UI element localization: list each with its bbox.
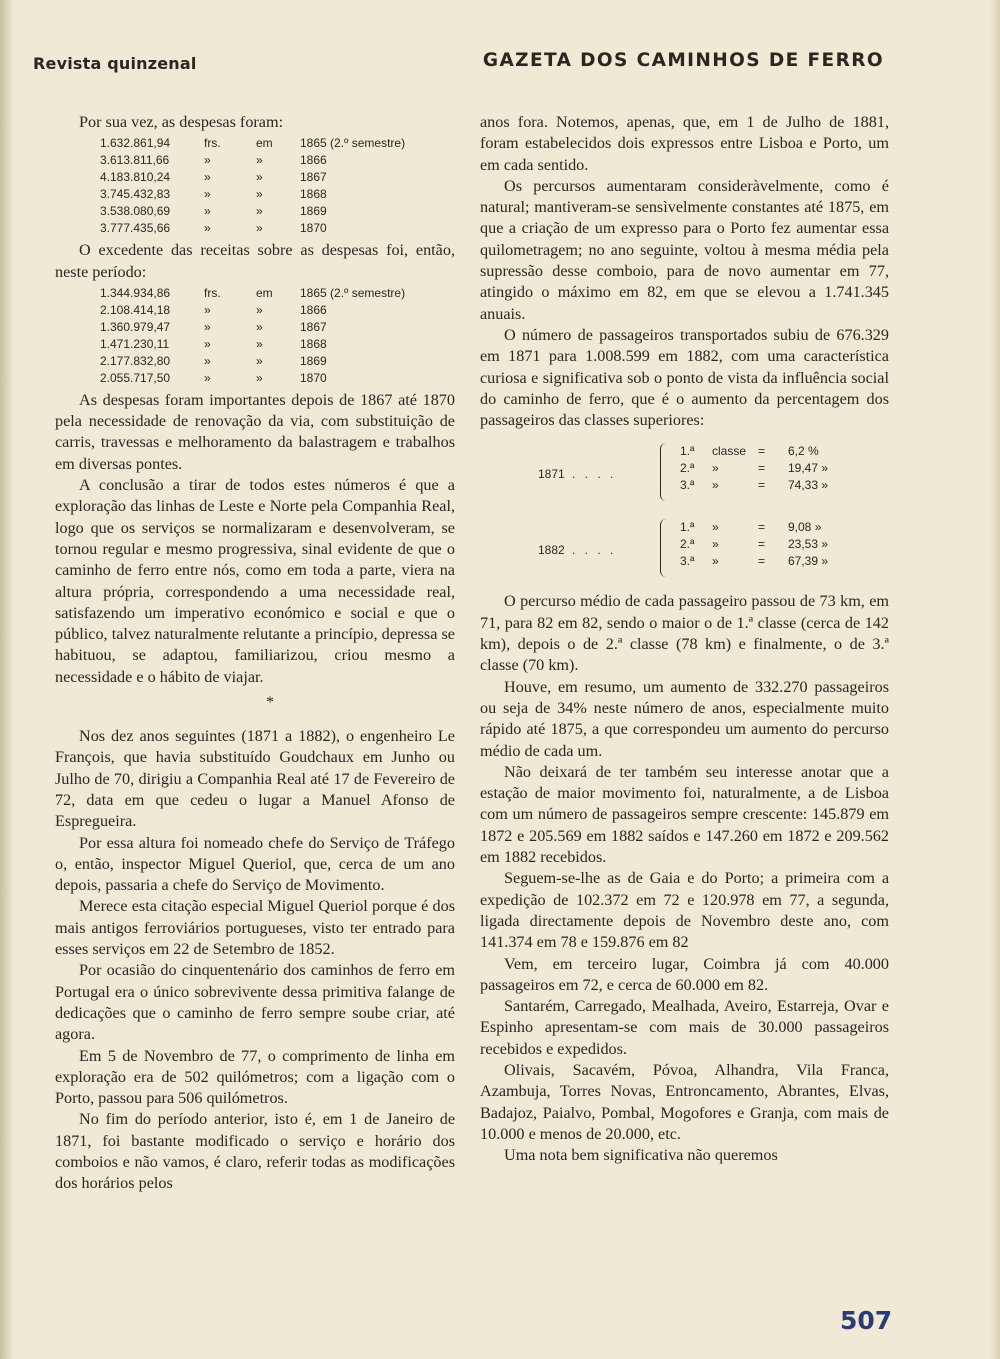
unit-cell: frs. bbox=[204, 285, 221, 300]
equals-sign: = bbox=[758, 537, 766, 552]
class-row bbox=[680, 536, 840, 553]
class-label: » bbox=[712, 478, 719, 493]
paragraph: Não deixará de ter também seu interesse anotar que a estação de maior movimento foi, naturalmente, a de Lisboa com um número de passageiros sempre crescente: 145.879 em 1872 e 205.569 em 1882 saídos e 147.260 em 1872 e 209.562 em 1882 recebidos. bbox=[480, 762, 889, 867]
em-cell: » bbox=[256, 302, 263, 317]
leader-dots: . . . . bbox=[572, 543, 617, 558]
unit-cell: » bbox=[204, 153, 211, 168]
year-cell: 1868 bbox=[300, 336, 327, 351]
table-row bbox=[100, 370, 405, 387]
unit-cell: » bbox=[204, 170, 211, 185]
class-label: » bbox=[712, 554, 719, 569]
class-name: 2.ª bbox=[680, 461, 695, 476]
page-number: 507 bbox=[840, 1306, 893, 1335]
class-row bbox=[680, 553, 840, 570]
year-cell: 1865 (2.º semestre) bbox=[300, 136, 406, 151]
paragraph: Seguem-se-lhe as de Gaia e do Porto; a primeira com a expedição de 102.372 em 72 e 120.978 em 77, a segunda, ligada directamente depois de Novembro deste ano, com 141.374 em 78 e 159.876 em 82 bbox=[480, 869, 889, 952]
amount-cell: 1.632.861,94 bbox=[100, 136, 171, 151]
table-row bbox=[100, 302, 405, 319]
class-name: 3.ª bbox=[680, 554, 695, 569]
paragraph: Merece esta citação especial Miguel Queriol porque é dos mais antigos ferroviários portugueses, visto ter entrado para esses serviços em 22 de Setembro de 1852. bbox=[55, 897, 455, 959]
excedente-intro: O excedente das receitas sobre as despesas foi, então, neste período: bbox=[55, 241, 455, 281]
class-name: 2.ª bbox=[680, 537, 695, 552]
amount-cell: 3.613.811,66 bbox=[100, 153, 170, 168]
leader-dots: . . . . bbox=[572, 467, 617, 482]
running-header-right: GAZETA DOS CAMINHOS DE FERRO bbox=[482, 50, 884, 71]
class-row bbox=[680, 443, 840, 460]
year-cell: 1867 bbox=[300, 319, 327, 334]
paragraph: Vem, em terceiro lugar, Coimbra já com 40.000 passageiros em 72, e cerca de 60.000 em 82. bbox=[480, 954, 889, 994]
paragraph: Santarém, Carregado, Mealhada, Aveiro, Estarreja, Ovar e Espinho apresentam-se com mais de 30.000 passageiros recebidos e expedidos. bbox=[480, 997, 889, 1058]
paragraph: O percurso médio de cada passageiro passou de 73 km, em 71, para 82 em 82, sendo o maior o de 1.ª classe (cerca de 142 km), depois o de 2.ª classe (78 km) e finalmente, o de 3.ª classe (70 km). bbox=[480, 592, 889, 675]
class-row bbox=[680, 477, 840, 494]
table-row bbox=[100, 169, 405, 186]
amount-cell: 3.745.432,83 bbox=[100, 187, 171, 202]
table-row bbox=[100, 220, 405, 237]
page-edge-left bbox=[0, 0, 14, 1359]
running-header-left: Revista quinzenal bbox=[33, 54, 197, 73]
em-cell: » bbox=[256, 319, 263, 334]
unit-cell: frs. bbox=[204, 136, 221, 151]
class-label: classe bbox=[712, 444, 747, 459]
em-cell: » bbox=[256, 221, 263, 236]
em-cell: » bbox=[256, 204, 263, 219]
class-label: » bbox=[712, 520, 719, 535]
class-percentages-1871 bbox=[480, 443, 889, 507]
table-row bbox=[100, 203, 405, 220]
unit-cell: » bbox=[204, 370, 211, 385]
class-name: 1.ª bbox=[680, 520, 695, 535]
paragraph: Olivais, Sacavém, Póvoa, Alhandra, Vila Franca, Azambuja, Torres Novas, Entroncamento, Abrantes, Elvas, Badajoz, Paialvo, Pombal, Mogofores e Granja, com mais de 10.000 e menos de 20.000, etc. bbox=[480, 1060, 889, 1143]
amount-cell: 2.177.832,80 bbox=[100, 353, 171, 368]
class-name: 3.ª bbox=[680, 478, 695, 493]
unit-cell: » bbox=[204, 302, 211, 317]
class-percentages-1882 bbox=[480, 519, 889, 583]
paragraph: Houve, em resumo, um aumento de 332.270 passageiros ou seja de 34% neste número de anos, especialmente muito rápido até 1875, a que correspondeu um aumento do percurso médio de cada um. bbox=[480, 677, 889, 760]
year-cell: 1869 bbox=[300, 353, 327, 368]
em-cell: » bbox=[256, 187, 263, 202]
unit-cell: » bbox=[204, 353, 211, 368]
em-cell: » bbox=[256, 153, 263, 168]
class-label: » bbox=[712, 461, 719, 476]
paragraph: Por ocasião do cinquentenário dos caminhos de ferro em Portugal era o único sobrevivente dessa primitiva falange de dedicações que o caminho de ferro sempre soube criar, até agora. bbox=[55, 961, 455, 1044]
paragraph: Por essa altura foi nomeado chefe do Serviço de Tráfego o, então, inspector Miguel Queriol, que, cerca de um ano depois, passaria a chefe do Serviço de Movimento. bbox=[55, 833, 455, 895]
paragraph: anos fora. Notemos, apenas, que, em 1 de Julho de 1881, foram estabelecidos dois expressos entre Lisboa e Porto, um em cada sentido. bbox=[480, 113, 889, 174]
unit-cell: » bbox=[204, 221, 211, 236]
paragraph: No fim do período anterior, isto é, em 1 de Janeiro de 1871, foi bastante modificado o serviço e horário dos comboios e não vamos, é claro, referir todas as modificações dos horários pelos bbox=[55, 1110, 455, 1193]
paragraph: O número de passageiros transportados subiu de 676.329 em 1871 para 1.008.599 em 1882, com uma característica curiosa e significativa sob o ponto de vista da influência social do caminho de ferro, que é o aumento da percentagem dos passageiros das classes superiores: bbox=[480, 325, 889, 430]
year-cell: 1865 (2.º semestre) bbox=[300, 285, 406, 300]
class-label: » bbox=[712, 537, 719, 552]
amount-cell: 3.777.435,66 bbox=[100, 221, 171, 236]
year-cell: 1867 bbox=[300, 170, 327, 185]
left-brace bbox=[660, 443, 667, 501]
table-row bbox=[100, 353, 405, 370]
year-cell: 1866 bbox=[300, 153, 327, 168]
paragraph: Em 5 de Novembro de 77, o comprimento de linha em exploração era de 502 quilómetros; com a ligação com o Porto, passou para 506 quilómetros. bbox=[55, 1046, 455, 1108]
equals-sign: = bbox=[758, 444, 766, 459]
percent-value: 23,53 » bbox=[788, 537, 829, 552]
table-row bbox=[100, 186, 405, 203]
percent-value: 67,39 » bbox=[788, 554, 829, 569]
percent-value: 74,33 » bbox=[788, 478, 829, 493]
table-row bbox=[100, 319, 405, 336]
unit-cell: » bbox=[204, 187, 211, 202]
amount-cell: 1.360.979,47 bbox=[100, 319, 171, 334]
year-cell: 1870 bbox=[300, 370, 327, 385]
equals-sign: = bbox=[758, 461, 766, 476]
em-cell: » bbox=[256, 170, 263, 185]
left-column bbox=[55, 112, 455, 1195]
unit-cell: » bbox=[204, 336, 211, 351]
right-column bbox=[480, 112, 889, 1166]
table-row bbox=[100, 336, 405, 353]
year-cell: 1870 bbox=[300, 221, 327, 236]
despesas-table bbox=[100, 135, 405, 237]
table-row bbox=[100, 285, 405, 302]
paragraph: Uma nota bem significativa não queremos bbox=[504, 1146, 778, 1165]
page-edge-right bbox=[990, 0, 1000, 1359]
percent-value: 9,08 » bbox=[788, 520, 822, 535]
year-label: 1882 bbox=[538, 543, 565, 558]
paragraph: As despesas foram importantes depois de 1867 até 1870 pela necessidade de renovação da via, com substituição de carris, travessas e melhoramento da balastragem e trabalhos em diversas pontes. bbox=[55, 390, 455, 473]
despesas-intro: Por sua vez, as despesas foram: bbox=[79, 113, 284, 131]
table-row bbox=[100, 135, 405, 152]
amount-cell: 3.538.080,69 bbox=[100, 204, 171, 219]
em-cell: em bbox=[256, 285, 273, 300]
year-cell: 1866 bbox=[300, 302, 327, 317]
equals-sign: = bbox=[758, 520, 766, 535]
year-cell: 1868 bbox=[300, 187, 327, 202]
amount-cell: 4.183.810,24 bbox=[100, 170, 171, 185]
amount-cell: 1.344.934,86 bbox=[100, 285, 171, 300]
paragraph: Nos dez anos seguintes (1871 a 1882), o engenheiro Le François, que havia substituído Goudchaux em Junho ou Julho de 70, dirigiu a Companhia Real até 17 de Fevereiro de 72, data em que cedeu o lugar a Manuel Afonso de Espregueira. bbox=[55, 727, 455, 831]
paragraph: A conclusão a tirar de todos estes números é que a exploração das linhas de Leste e Norte pela Companhia Real, logo que os serviços se normalizaram e desenvolveram, se tornou regular e mesmo progressiva, sinal evidente de que o caminho de ferro entre nós, como em toda a parte, viera na altura própria, correspondendo a uma necessidade real, satisfazendo um imperativo económico e social e que o público, talvez naturalmente relutante a princípio, depressa se habituou, se adaptou, familiarizou, criou mesmo a necessidade e o hábito de viajar. bbox=[55, 476, 455, 686]
em-cell: » bbox=[256, 336, 263, 351]
year-label: 1871 bbox=[538, 467, 565, 482]
section-separator: * bbox=[266, 694, 274, 712]
left-brace bbox=[660, 519, 667, 577]
excedente-table bbox=[100, 285, 405, 387]
percent-value: 19,47 » bbox=[788, 461, 829, 476]
paragraph: Os percursos aumentaram consideràvelmente, como é natural; mantiveram-se sensìvelmente constantes até 1875, em que a criação de um expresso para o Porto fez aumentar essa quilometragem; no ano seguinte, voltou à mesma média pela supressão desse comboio, para de novo aumentar em 77, atingido o máximo em 82, em que se elevou a 1.741.345 anuais. bbox=[480, 176, 889, 323]
year-cell: 1869 bbox=[300, 204, 327, 219]
equals-sign: = bbox=[758, 554, 766, 569]
amount-cell: 2.108.414,18 bbox=[100, 302, 171, 317]
percent-value: 6,2 % bbox=[788, 444, 819, 459]
class-name: 1.ª bbox=[680, 444, 695, 459]
unit-cell: » bbox=[204, 319, 211, 334]
amount-cell: 2.055.717,50 bbox=[100, 370, 171, 385]
em-cell: » bbox=[256, 353, 263, 368]
unit-cell: » bbox=[204, 204, 211, 219]
table-row bbox=[100, 152, 405, 169]
class-row bbox=[680, 519, 840, 536]
equals-sign: = bbox=[758, 478, 766, 493]
em-cell: em bbox=[256, 136, 273, 151]
em-cell: » bbox=[256, 370, 263, 385]
amount-cell: 1.471.230,11 bbox=[100, 336, 170, 351]
class-row bbox=[680, 460, 840, 477]
